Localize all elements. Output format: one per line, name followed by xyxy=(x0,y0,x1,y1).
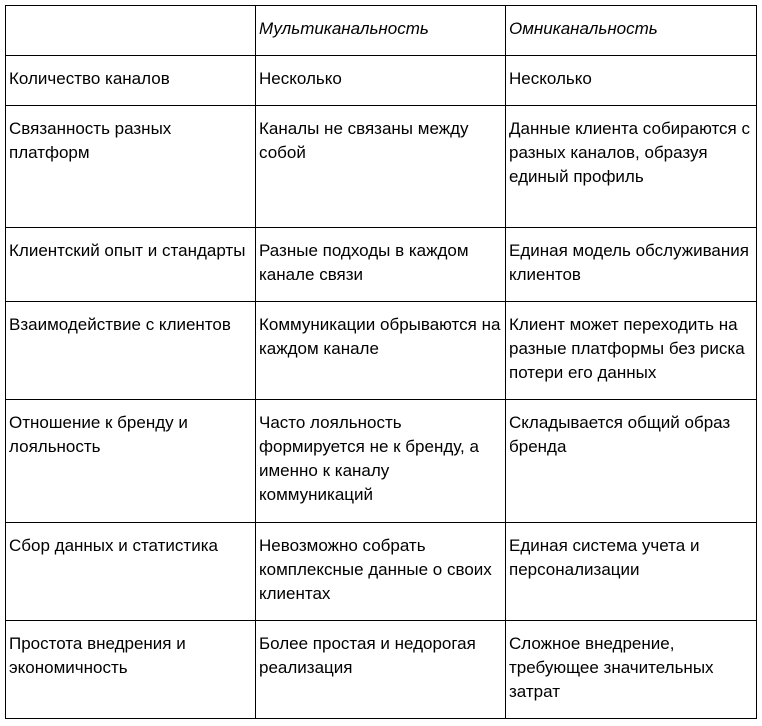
multichannel-cell: Каналы не связаны между собой xyxy=(256,106,506,228)
multichannel-cell: Разные подходы в каждом канале связи xyxy=(256,228,506,302)
header-omnichannel: Омниканальность xyxy=(506,6,757,56)
multichannel-cell: Более простая и недорогая реализация xyxy=(256,621,506,719)
omnichannel-cell: Клиент может переходить на разные платформы без риска потери его данных xyxy=(506,302,757,400)
table-row xyxy=(6,400,757,523)
row-label: Простота внедрения и экономичность xyxy=(6,621,256,719)
table-row xyxy=(6,621,757,719)
comparison-table xyxy=(5,5,757,719)
row-label: Количество каналов xyxy=(6,56,256,106)
table-row xyxy=(6,106,757,228)
table-row xyxy=(6,56,757,106)
table-row xyxy=(6,523,757,621)
omnichannel-cell: Несколько xyxy=(506,56,757,106)
multichannel-cell: Часто лояльность формируется не к бренду, а именно к каналу коммуникаций xyxy=(256,400,506,523)
table-row xyxy=(6,228,757,302)
multichannel-cell: Несколько xyxy=(256,56,506,106)
omnichannel-cell: Складывается общий образ бренда xyxy=(506,400,757,523)
table-header-row xyxy=(6,6,757,56)
omnichannel-cell: Данные клиента собираются с разных каналов, образуя единый профиль xyxy=(506,106,757,228)
omnichannel-cell: Единая модель обслуживания клиентов xyxy=(506,228,757,302)
header-corner-cell xyxy=(6,6,256,56)
row-label: Сбор данных и статистика xyxy=(6,523,256,621)
multichannel-cell: Коммуникации обрываются на каждом канале xyxy=(256,302,506,400)
row-label: Клиентский опыт и стандарты xyxy=(6,228,256,302)
omnichannel-cell: Сложное внедрение, требующее значительных затрат xyxy=(506,621,757,719)
multichannel-cell: Невозможно собрать комплексные данные о своих клиентах xyxy=(256,523,506,621)
header-multichannel: Мультиканальность xyxy=(256,6,506,56)
row-label: Отношение к бренду и лояльность xyxy=(6,400,256,523)
row-label: Взаимодействие с клиентов xyxy=(6,302,256,400)
row-label: Связанность разных платформ xyxy=(6,106,256,228)
table-row xyxy=(6,302,757,400)
omnichannel-cell: Единая система учета и персонализации xyxy=(506,523,757,621)
